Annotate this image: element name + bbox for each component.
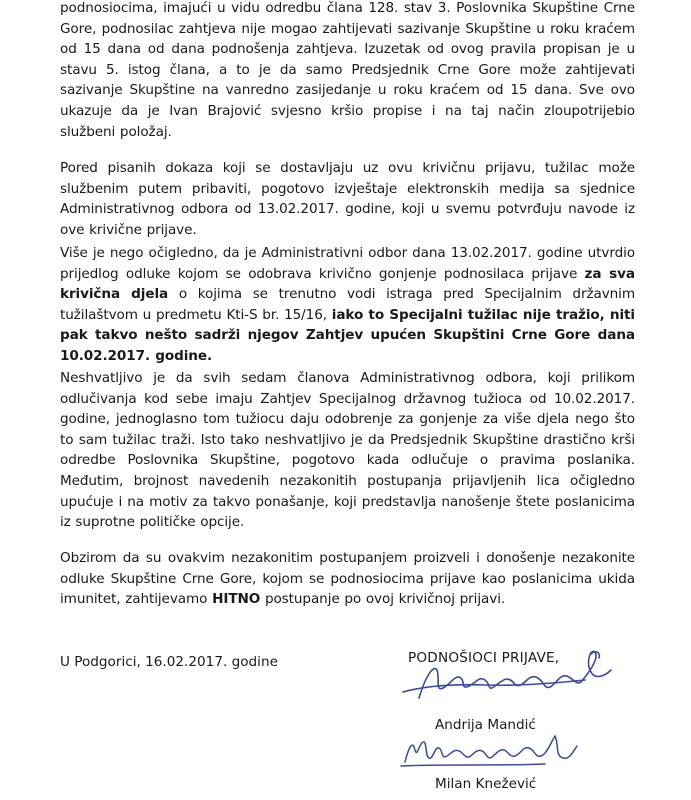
signature-mandic bbox=[395, 640, 620, 715]
bold-text-run: iako to Specijalni tužilac nije tražio, niti pak takvo nešto sadrži njegov Zahtjev upućen Skupštini Crne Gore dana 10.02.2017. godine. bbox=[60, 306, 635, 364]
paragraph-5 bbox=[60, 548, 635, 610]
bold-text-run: za sva krivična djela bbox=[60, 265, 636, 303]
paragraph-2 bbox=[60, 158, 635, 240]
text-run: o kojima se trenutno vodi istraga pred Specijalnim državnim tužilaštvom u predmetu Kti-S br. 15/16, bbox=[60, 286, 635, 323]
text-run: podnosiocima, imajući u vidu odredbu člana 128. stav 3. Poslovnika Skupštine Crne Gore, podnosilac zahtjeva nije mogao zahtijevati sazivanje Skupštine u roku kraćem od 15 dana od dana podnošenja zahtjeva. Izuzetak od ovog pravila propisan je u stavu 5. istog člana, a to je da samo Predsjednik Crne Gore može zahtijevati sazivanje Skupštine na vanredno zasijedanje u roku kraćem od 15 dana. Sve ovo ukazuje da je Ivan Brajović svjesno kršio propise i na taj način zloupotrijebio službeni položaj. bbox=[60, 0, 635, 140]
text-run: Neshvatljivo je da svih sedam članova Administrativnog odbora, koji prilikom odlučivanja kod sebe imaju Zahtjev Specijalnog državnog tužioca od 10.02.2017. godine, jednoglasno tom tužiocu daju odobrenje za gonjenje za više djela nego što to sam tužilac traži. Isto tako neshvatljivo je da Predsjednik Skupštine drastično krši odredbe Poslovnika Skupštine, pogotovo kada odlučuje o pravima poslanika. Međutim, brojnost navedenih nezakonitih postupanja prijavljenih lica očigledno upućuje i na motiv za takvo ponašanje, koji predstavlja nanošenje štete poslanicima iz suprotne političke opcije. bbox=[60, 370, 635, 531]
text-run: Obzirom da su ovakvim nezakonitim postupanjem proizveli i donošenje nezakonite odluke Skupštine Crne Gore, kojom se podnosiocima prijave kao poslanicima ukida imunitet, zahtijevamo bbox=[60, 550, 635, 608]
text-run: postupanje po ovoj krivičnoj prijavi. bbox=[260, 591, 506, 608]
signature-knezevic bbox=[395, 726, 580, 774]
place-date: U Podgorici, 16.02.2017. godine bbox=[60, 654, 278, 670]
filers-title: PODNOŠIOCI PRIJAVE, bbox=[408, 650, 560, 666]
signer-name-2: Milan Knežević bbox=[435, 776, 537, 792]
text-run: Više je nego očigledno, da je Administrativni odbor dana 13.02.2017. godine utvrdio prijedlog odluke kojom se odobrava krivično gonjenje podnosilaca prijave bbox=[60, 245, 635, 282]
text-run: Pored pisanih dokaza koji se dostavljaju uz ovu krivičnu prijavu, tužilac može službenim putem pribaviti, pogotovo izvještaje elektronskih medija sa sjednice Administrativnog odbora od 13.02.2017. godine, koji u svemu potvrđuju navode iz ove krivične prijave. bbox=[60, 160, 635, 238]
signer-name-1: Andrija Mandić bbox=[435, 717, 536, 733]
paragraph-3 bbox=[60, 243, 635, 367]
bold-text-run: HITNO bbox=[212, 591, 261, 608]
paragraph-4 bbox=[60, 368, 635, 533]
paragraph-1 bbox=[60, 0, 635, 142]
